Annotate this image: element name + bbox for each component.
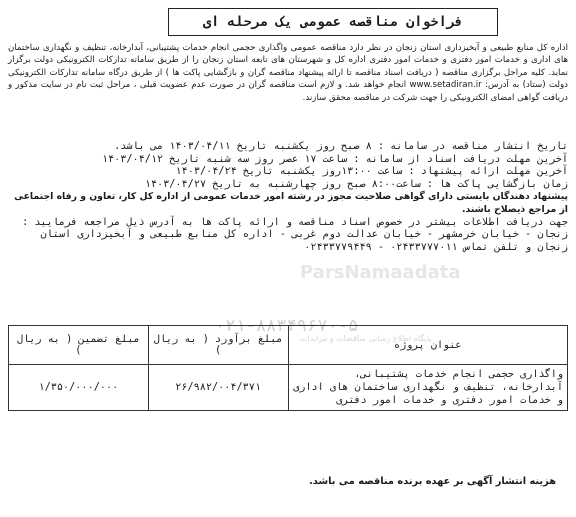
watermark-caption: پایگاه اطلاع رسانی مناقصات و مزایدات (300, 334, 432, 343)
intro-paragraph: اداره کل منابع طبیعی و آبخیزداری استان زنجان در نظر دارد مناقصه عمومی واگذاری حجمی انجام خدمات پشتیبانی، آبدارخانه، تنظیف و نگهداری ساختمان های اداری و خدمات امور دفتری و خدمات امور دفتری اداره کل و شهرستان های تابعه استان زنجان را از طریق سامانه تدارکات الکترونیکی دولت برگزار نماید. کلیه مراحل برگزاری مناقصه ( دریافت اسناد مناقصه تا ارائه پیشنهاد مناقصه گران و بازگشایی پاکت ها ) از طریق درگاه سامانه تدارکات الکترونیکی دولت (ستاد) به آدرس: www.setadiran.ir انجام خواهد شد. و لازم است مناقصه گران در صورت عدم عضویت قبلی ، مراحل ثبت نام در سایت مذکور و دریافت گواهی امضای الکترونیکی را جهت شرکت در مناقصه محقق سازند. (8, 43, 569, 103)
table-header-row (9, 326, 568, 365)
opening-time-line: زمان بازگشایی پاکت ها : ساعت۸:۰۰ صبح روز چهارشنبه به تاریخ ۱۴۰۳/۰۴/۲۷ (144, 178, 568, 190)
project-title-cell: واگذاری حجمی انجام خدمات پشتیبانی، آبدارخانه، تنظیف و نگهداری ساختمان های اداری و خدمات امور دفتری و خدمات امور دفتری (288, 365, 568, 411)
schedule-section (8, 141, 568, 254)
publish-date-line: تاریخ انتشار مناقصه در سامانه : ۸ صبح روز یکشنبه تاریخ ۱۴۰۳/۰۴/۱۱ می باشد. (114, 141, 568, 152)
address-line: زنجان - خیابان خرمشهر - خیابان عدالت دوم غربی - اداره کل منابع طبیعی و آبخیزداری استان زنجان و تلفن تماس ۰۲۴۳۳۷۷۷۰۱۱ - ۰۲۴۳۳۷۷۹۴۴۹ (40, 229, 568, 253)
requirement-line: پیشنهاد دهندگان بایستی دارای گواهی صلاحیت مجوز در رشته امور خدمات عمومی از اداره کل کار، تعاون و رفاه اجتماعی از مراجع ذیصلاح باشند. (14, 191, 568, 215)
document-deadline-line: آخرین مهلت دریافت اسناد از سامانه : ساعت ۱۷ عصر روز سه شنبه تاریخ ۱۴۰۳/۰۴/۱۲ (101, 153, 568, 165)
header-project-title: عنوان پروژه (288, 326, 568, 365)
projects-table (8, 325, 568, 411)
table-row (9, 365, 568, 411)
bid-deadline-line: آخرین مهلت ارائه پیشنهاد : ساعت ۱۳:۰۰روز یکشنبه تاریخ ۱۴۰۳/۰۴/۲۴ (175, 166, 568, 178)
info-line: جهت دریافت اطلاعات بیشتر در خصوص اسناد مناقصه و ارائه پاکت ها به آدرس ذیل مراجعه فرمایید : (22, 216, 568, 228)
header-estimate: مبلغ برآورد ( به ریال ) (148, 326, 288, 365)
guarantee-cell: ۱/۳۵۰/۰۰۰/۰۰۰ (9, 365, 149, 411)
watermark-phone: ۰۲۱-۸۸۳۴۹۶۷۰-۵ (215, 316, 359, 336)
footer-note: هزینه انتشار آگهی بر عهده برنده مناقصه می باشد. (309, 476, 556, 487)
watermark-brand: ParsNamaadata (300, 262, 461, 283)
notice-title: فراخوان مناقصه عمومی یک مرحله ای (168, 8, 498, 36)
header-guarantee: مبلغ تضمین ( به ریال ) (9, 326, 149, 365)
estimate-cell: ۲۶/۹۸۲/۰۰۴/۳۷۱ (148, 365, 288, 411)
